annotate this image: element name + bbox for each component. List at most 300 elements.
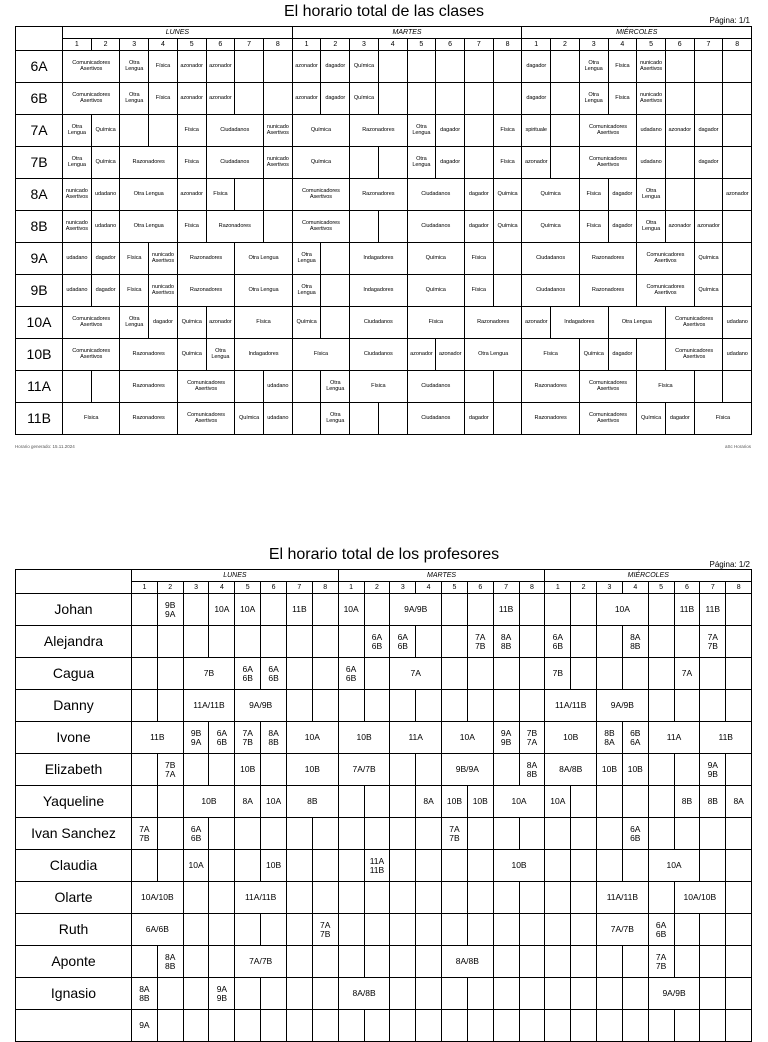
period-header: 6	[436, 39, 465, 51]
cell-text: 10B	[563, 732, 579, 743]
schedule-cell	[416, 786, 442, 818]
cell-text: Física	[586, 190, 601, 197]
cell-text: Comunicadores Asertivos	[187, 379, 225, 392]
schedule-cell	[63, 243, 92, 275]
cell-text: udadano	[66, 254, 88, 261]
schedule-cell	[378, 147, 407, 179]
schedule-cell	[120, 51, 149, 83]
schedule-cell	[665, 307, 722, 339]
schedule-cell	[378, 83, 407, 115]
schedule-cell	[519, 626, 545, 658]
schedule-cell	[522, 243, 579, 275]
schedule-cell	[350, 83, 379, 115]
schedule-cell	[723, 147, 752, 179]
cell-text: Otra Lengua	[67, 155, 86, 168]
cell-text: nunicado Asertivos	[266, 155, 289, 168]
schedule-cell	[132, 946, 158, 978]
cell-text: Razonadores	[189, 254, 223, 261]
schedule-cell	[120, 115, 149, 147]
cell-text: 10B	[511, 860, 527, 871]
schedule-cell	[545, 818, 571, 850]
cell-text: Física	[213, 190, 228, 197]
cell-text: Química	[698, 254, 719, 261]
cell-text: udadano	[640, 126, 662, 133]
schedule-cell	[648, 914, 674, 946]
schedule-cell	[608, 307, 665, 339]
period-header: 7	[235, 39, 264, 51]
cell-text: 9A/9B	[249, 700, 273, 711]
schedule-cell	[177, 83, 206, 115]
cell-text: Comunicadores Asertivos	[589, 379, 627, 392]
period-header: 5	[648, 582, 674, 594]
row-label: Ivan Sanchez	[16, 818, 132, 850]
schedule-cell	[378, 403, 407, 435]
schedule-cell	[407, 179, 464, 211]
schedule-cell	[292, 403, 321, 435]
schedule-cell	[579, 83, 608, 115]
schedule-cell	[183, 1010, 209, 1042]
schedule-cell	[183, 818, 209, 850]
schedule-cell	[648, 658, 674, 690]
cell-text: Indagadores	[248, 350, 279, 357]
teacher-schedule-table	[15, 569, 752, 1042]
schedule-cell	[579, 211, 608, 243]
schedule-cell	[235, 243, 293, 275]
period-header: 7	[286, 582, 312, 594]
schedule-cell	[312, 1010, 338, 1042]
schedule-cell	[263, 371, 292, 403]
schedule-cell	[637, 83, 666, 115]
schedule-cell	[622, 850, 648, 882]
schedule-cell	[91, 275, 120, 307]
cell-text: udadano	[66, 286, 88, 293]
schedule-cell	[63, 147, 92, 179]
cell-text: Indagadores	[363, 286, 394, 293]
schedule-cell	[622, 786, 648, 818]
schedule-cell	[700, 594, 726, 626]
cell-text: Ciudadanos	[421, 414, 451, 421]
schedule-cell	[519, 978, 545, 1010]
schedule-cell	[407, 243, 464, 275]
row-label: 7A	[16, 115, 63, 147]
page1-title: El horario total de las clases	[283, 3, 485, 20]
schedule-cell	[571, 818, 597, 850]
cell-text: 7A/7B	[610, 924, 634, 935]
table-row	[16, 243, 752, 275]
schedule-cell	[723, 243, 752, 275]
schedule-cell	[579, 339, 608, 371]
schedule-cell	[206, 179, 235, 211]
schedule-cell	[545, 1010, 571, 1042]
cell-text: 8B	[707, 796, 718, 807]
schedule-cell	[206, 211, 263, 243]
schedule-cell	[464, 83, 493, 115]
cell-text: Ciudadanos	[421, 382, 451, 389]
schedule-cell	[63, 115, 92, 147]
schedule-cell	[726, 946, 752, 978]
table-row	[16, 914, 752, 946]
cell-text: Física	[615, 62, 630, 69]
schedule-cell	[312, 594, 338, 626]
schedule-cell	[493, 594, 519, 626]
schedule-cell	[263, 147, 292, 179]
period-header: 1	[132, 582, 158, 594]
schedule-cell	[637, 211, 666, 243]
schedule-cell	[206, 83, 235, 115]
table-row	[16, 339, 752, 371]
cell-text: Química	[239, 414, 260, 421]
schedule-cell	[120, 83, 149, 115]
cell-text: Otra Lengua	[297, 283, 316, 296]
schedule-cell	[637, 275, 694, 307]
schedule-cell	[292, 275, 321, 307]
schedule-cell	[312, 850, 338, 882]
schedule-cell	[157, 978, 183, 1010]
schedule-cell	[519, 1010, 545, 1042]
schedule-cell	[132, 818, 158, 850]
schedule-cell	[183, 786, 235, 818]
cell-text: 10A	[666, 860, 682, 871]
cell-text: dagador	[325, 94, 346, 101]
schedule-cell	[571, 850, 597, 882]
schedule-cell	[493, 690, 519, 722]
schedule-cell	[132, 626, 158, 658]
schedule-cell	[726, 882, 752, 914]
row-label: 6B	[16, 83, 63, 115]
schedule-cell	[723, 83, 752, 115]
cell-text: 9A	[139, 1020, 150, 1031]
cell-text: Indagadores	[363, 254, 394, 261]
schedule-cell	[183, 722, 209, 754]
cell-text: 11A/11B	[193, 700, 225, 711]
cell-text: 11B	[679, 604, 695, 615]
schedule-cell	[467, 914, 493, 946]
schedule-cell	[519, 658, 545, 690]
schedule-cell	[551, 307, 608, 339]
schedule-cell	[177, 115, 206, 147]
schedule-cell	[700, 786, 726, 818]
cell-text: azonador	[438, 350, 462, 357]
cell-text: Otra Lengua	[248, 286, 279, 293]
schedule-cell	[286, 626, 312, 658]
schedule-cell	[120, 307, 149, 339]
schedule-cell	[63, 275, 92, 307]
schedule-cell	[63, 211, 92, 243]
schedule-cell	[390, 658, 442, 690]
cell-text: Física	[371, 382, 386, 389]
schedule-cell	[206, 51, 235, 83]
cell-text: 9A 9B	[216, 983, 228, 1003]
row-label: 10A	[16, 307, 63, 339]
schedule-cell	[235, 275, 293, 307]
cell-text: Razonadores	[132, 382, 165, 389]
row-label: Ivone	[16, 722, 132, 754]
cell-text: 11A/11B	[606, 892, 639, 903]
schedule-cell	[442, 594, 468, 626]
schedule-cell	[157, 850, 183, 882]
cell-text: Razonadores	[591, 254, 625, 261]
cell-text: Otra Lengua	[326, 379, 345, 392]
cell-text: Física	[184, 158, 199, 165]
period-header: 2	[364, 582, 390, 594]
schedule-cell	[522, 179, 579, 211]
cell-text: 10A	[265, 796, 282, 807]
period-header: 1	[63, 39, 92, 51]
schedule-cell	[338, 882, 364, 914]
schedule-cell	[622, 1010, 648, 1042]
schedule-cell	[209, 594, 235, 626]
cell-text: Ciudadanos	[220, 126, 250, 133]
cell-text: Química	[310, 158, 331, 165]
schedule-cell	[390, 818, 416, 850]
schedule-cell	[493, 882, 519, 914]
schedule-cell	[286, 754, 338, 786]
schedule-cell	[648, 882, 674, 914]
cell-text: azonador	[524, 158, 548, 165]
schedule-cell	[597, 1010, 623, 1042]
schedule-cell	[608, 179, 637, 211]
row-label: Aponte	[16, 946, 132, 978]
table-row	[16, 882, 752, 914]
schedule-cell	[235, 307, 293, 339]
cell-text: dagador	[698, 158, 719, 165]
schedule-cell	[726, 1010, 752, 1042]
cell-text: 7A 7B	[707, 631, 718, 651]
cell-text: Otra Lengua	[326, 411, 345, 424]
cell-text: Química	[310, 126, 331, 133]
cell-text: Razonadores	[218, 222, 251, 229]
cell-text: 9B 9A	[190, 727, 202, 747]
schedule-cell	[390, 850, 416, 882]
schedule-cell	[726, 978, 752, 1010]
schedule-cell	[579, 371, 636, 403]
table-row	[16, 147, 752, 179]
schedule-cell	[91, 179, 120, 211]
cell-text: 7A/7B	[352, 764, 376, 775]
cell-text: Química	[425, 286, 446, 293]
schedule-cell	[235, 882, 287, 914]
day-header: MARTES	[292, 27, 522, 39]
cell-text: 6A 6B	[190, 823, 202, 843]
schedule-cell	[91, 243, 120, 275]
cell-text: Física	[658, 382, 673, 389]
schedule-cell	[321, 83, 350, 115]
schedule-cell	[157, 594, 183, 626]
cell-text: azonador	[295, 94, 318, 101]
cell-text: 10A	[459, 732, 475, 743]
schedule-cell	[263, 51, 292, 83]
schedule-cell	[206, 115, 263, 147]
schedule-cell	[519, 914, 545, 946]
period-header: 4	[622, 582, 648, 594]
row-label: 8B	[16, 211, 63, 243]
schedule-cell	[665, 83, 694, 115]
schedule-cell	[442, 818, 468, 850]
schedule-cell	[723, 339, 752, 371]
cell-text: Física	[500, 158, 515, 165]
cell-text: dagador	[612, 350, 633, 357]
cell-text: 10B	[240, 764, 256, 775]
cell-text: 6A 6B	[216, 727, 228, 747]
schedule-cell	[597, 914, 649, 946]
schedule-cell	[436, 339, 465, 371]
cell-text: Física	[256, 318, 271, 325]
cell-text: Física	[471, 286, 486, 293]
schedule-cell	[149, 275, 178, 307]
period-header: 5	[637, 39, 666, 51]
schedule-cell	[522, 83, 551, 115]
schedule-cell	[519, 946, 545, 978]
cell-text: 8A/8B	[455, 956, 479, 967]
row-label: 8A	[16, 179, 63, 211]
schedule-cell	[321, 51, 350, 83]
period-header: 3	[579, 39, 608, 51]
cell-text: 8A 8B	[268, 727, 279, 747]
cell-text: Otra Lengua	[621, 318, 652, 325]
schedule-cell	[132, 754, 158, 786]
schedule-cell	[120, 371, 177, 403]
schedule-cell	[694, 115, 723, 147]
schedule-cell	[493, 83, 522, 115]
schedule-cell	[545, 978, 571, 1010]
cell-text: Química	[497, 190, 518, 197]
schedule-cell	[177, 147, 206, 179]
period-header: 3	[350, 39, 379, 51]
cell-text: Química	[497, 222, 518, 229]
schedule-cell	[665, 147, 694, 179]
schedule-cell	[263, 211, 292, 243]
cell-text: 8B	[307, 796, 318, 807]
schedule-cell	[235, 850, 261, 882]
schedule-cell	[338, 786, 364, 818]
cell-text: 8A 8B	[526, 759, 538, 779]
page1-software-note: aSc Horarios	[724, 444, 751, 449]
schedule-cell	[286, 1010, 312, 1042]
schedule-cell	[464, 51, 493, 83]
schedule-cell	[132, 786, 158, 818]
schedule-cell	[665, 403, 694, 435]
schedule-cell	[364, 946, 390, 978]
period-header: 7	[493, 582, 519, 594]
schedule-cell	[694, 83, 723, 115]
cell-text: azonador	[524, 318, 548, 325]
schedule-cell	[436, 147, 465, 179]
schedule-cell	[120, 211, 177, 243]
schedule-cell	[407, 51, 436, 83]
period-header: 8	[723, 39, 752, 51]
schedule-cell	[622, 626, 648, 658]
row-label: 11A	[16, 371, 63, 403]
schedule-cell	[694, 243, 723, 275]
cell-text: 8A	[423, 796, 434, 807]
cell-text: Física	[127, 286, 142, 293]
schedule-cell	[63, 339, 120, 371]
schedule-cell	[338, 594, 364, 626]
cell-text: 7A 7B	[449, 823, 460, 843]
schedule-cell	[286, 786, 338, 818]
schedule-cell	[338, 946, 364, 978]
schedule-cell	[597, 594, 649, 626]
cell-text: 11B	[498, 604, 514, 615]
cell-text: 7A 7B	[242, 727, 253, 747]
schedule-cell	[519, 690, 545, 722]
cell-text: Razonadores	[132, 350, 165, 357]
period-header: 6	[261, 582, 287, 594]
period-header: 3	[390, 582, 416, 594]
cell-text: Física	[184, 126, 199, 133]
schedule-cell	[312, 690, 338, 722]
schedule-cell	[177, 211, 206, 243]
cell-text: Otra Lengua	[133, 222, 164, 229]
cell-text: Física	[155, 62, 171, 69]
schedule-cell	[637, 147, 666, 179]
schedule-cell	[674, 818, 700, 850]
schedule-cell	[674, 914, 700, 946]
schedule-cell	[723, 307, 752, 339]
schedule-cell	[263, 115, 292, 147]
cell-text: Otra Lengua	[642, 187, 661, 200]
table-row	[16, 978, 752, 1010]
cell-text: 10A	[550, 796, 566, 807]
schedule-cell	[522, 275, 579, 307]
schedule-cell	[177, 371, 234, 403]
schedule-cell	[493, 147, 522, 179]
cell-text: dagador	[526, 94, 547, 101]
period-header: 4	[416, 582, 442, 594]
period-header: 3	[597, 582, 623, 594]
cell-text: 11B	[292, 604, 307, 615]
schedule-cell	[571, 882, 597, 914]
schedule-cell	[364, 1010, 390, 1042]
row-label: 9B	[16, 275, 63, 307]
schedule-cell	[522, 147, 551, 179]
schedule-cell	[338, 722, 390, 754]
schedule-cell	[338, 626, 364, 658]
schedule-cell	[464, 211, 493, 243]
period-header: 6	[467, 582, 493, 594]
schedule-cell	[120, 179, 177, 211]
cell-text: Física	[313, 350, 329, 357]
cell-text: 6A 6B	[655, 919, 667, 939]
row-label: Danny	[16, 690, 132, 722]
schedule-cell	[177, 243, 234, 275]
schedule-cell	[522, 211, 579, 243]
schedule-cell	[551, 51, 580, 83]
schedule-cell	[235, 51, 264, 83]
cell-text: Química	[698, 286, 719, 293]
cell-text: Comunicadores Asertivos	[589, 123, 627, 136]
schedule-cell	[292, 307, 321, 339]
cell-text: dagador	[325, 62, 346, 69]
schedule-cell	[91, 211, 120, 243]
cell-text: dagador	[153, 318, 173, 325]
cell-text: 10B	[446, 796, 462, 807]
schedule-cell	[261, 1010, 287, 1042]
schedule-cell	[261, 722, 287, 754]
schedule-cell	[622, 818, 648, 850]
schedule-cell	[571, 594, 597, 626]
period-header: 6	[665, 39, 694, 51]
schedule-cell	[726, 690, 752, 722]
schedule-cell	[442, 882, 468, 914]
table-row	[16, 658, 752, 690]
cell-text: dagador	[612, 190, 633, 197]
schedule-cell	[571, 786, 597, 818]
cell-text: Razonadores	[132, 158, 165, 165]
schedule-cell	[571, 978, 597, 1010]
schedule-cell	[436, 83, 465, 115]
schedule-cell	[235, 83, 264, 115]
